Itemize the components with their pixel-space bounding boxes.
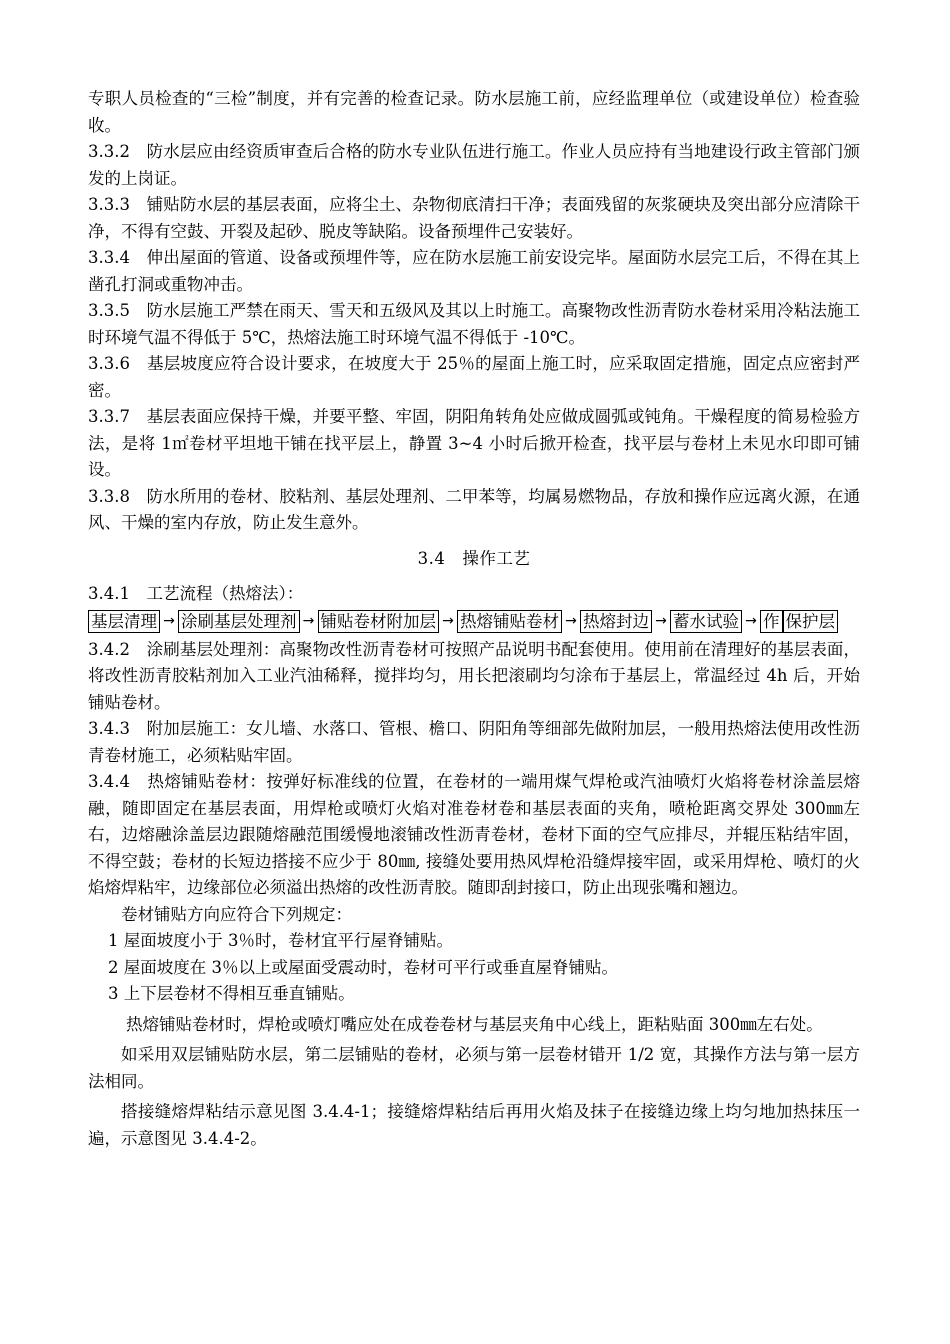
flow-step-additional-layer: 铺贴卷材附加层	[318, 610, 440, 633]
paragraph-text: 基层表面应保持干燥，并要平整、牢固，阴阳角转角处应做成圆弧或钝角。干燥程度的简易检验方法，是将 1㎡卷材平坦地干铺在找平层上，静置 3~4 小时后掀开检查，找平层与卷材上未见水印即可铺设。	[88, 407, 861, 479]
document-body	[88, 86, 860, 1152]
process-flow	[88, 609, 860, 634]
paragraph-3-3-3	[88, 192, 860, 245]
section-number: 3.3.8	[88, 486, 130, 506]
section-number: 3.3.3	[88, 195, 130, 214]
paragraph-3-4-3	[88, 716, 860, 769]
section-number: 3.3.2	[88, 142, 130, 161]
paragraph-3-3-6	[88, 351, 860, 404]
arrow-right-icon: →	[302, 613, 315, 629]
direction-rule-2: 2 屋面坡度在 3％以上或屋面受震动时，卷材可平行或垂直屋脊铺贴。	[108, 957, 618, 977]
section-number: 3.3.5	[88, 301, 130, 320]
paragraph-3-4-4	[88, 769, 860, 902]
flow-step-primer: 涂刷基层处理剂	[178, 610, 300, 633]
paragraph-3-4-2	[88, 637, 860, 717]
section-heading: 3.4 操作工艺	[417, 548, 531, 568]
paragraph-3-4-1	[88, 581, 860, 608]
arrow-right-icon: →	[565, 613, 577, 629]
arrow-right-icon: →	[745, 613, 757, 629]
paragraph-text: 基层坡度应符合设计要求，在坡度大于 25％的屋面上施工时，应采取固定措施，固定点应密封严密。	[88, 354, 861, 400]
paragraph-3-3-8	[88, 484, 860, 537]
paragraph-text: 涂刷基层处理剂：高聚物改性沥青卷材可按照产品说明书配套使用。使用前在清理好的基层表面，将改性沥青胶粘剂加入工业汽油稀释，搅拌均匀，用长把滚刷均匀涂布于基层上，常温经过 4h 后，开始铺贴卷材。	[88, 639, 861, 712]
paragraph-text: 热熔铺贴卷材：按弹好标准线的位置，在卷材的一端用煤气焊枪或汽油喷灯火焰将卷材涂盖层熔融，随即固定在基层表面，用焊枪或喷灯火焰对准卷材卷和基层表面的夹角，喷枪距离交界处 300㎜左右，边熔融涂盖层边跟随熔融范围缓慢地滚铺改性沥青卷材，卷材下面的空气应排尽，并辊压粘结牢固，不得空鼓；卷材的长短边搭接不应少于 80㎜, 接缝处要用热风焊枪沿缝焊接牢固，或采用焊枪、喷灯的火焰熔焊粘牢，边缘部位必须溢出热熔的改性沥青胶。随即刮封接口，防止出现张嘴和翘边。	[88, 772, 861, 897]
paragraph-double-layer: 如采用双层铺贴防水层，第二层铺贴的卷材，必须与第一层卷材错开 1/2 宽，其操作方法与第一层方法相同。	[88, 1045, 860, 1091]
paragraph-text: 防水层施工严禁在雨天、雪天和五级风及其以上时施工。高聚物改性沥青防水卷材采用冷粘法施工时环境气温不得低于 5℃，热熔法施工时环境气温不得低于 -10℃。	[88, 301, 861, 347]
paragraph-text: 工艺流程（热熔法）：	[146, 584, 304, 603]
paragraph-text: 伸出屋面的管道、设备或预埋件等，应在防水层施工前安设完毕。屋面防水层完工后，不得在其上凿孔打洞或重物冲击。	[88, 248, 861, 294]
paragraph-3-3-5	[88, 298, 860, 351]
flow-step-make: 作	[760, 610, 783, 633]
paragraph-3-3-7	[88, 404, 860, 484]
section-number: 3.4.2	[88, 639, 130, 659]
section-number: 3.4.4	[88, 772, 130, 791]
direction-intro: 卷材铺贴方向应符合下列规定：	[121, 904, 352, 924]
flow-step-edge-sealing: 热熔封边	[580, 610, 652, 633]
paragraph-text: 防水层应由经资质审查后合格的防水专业队伍进行施工。作业人员应持有当地建设行政主管部门颁发的上岗证。	[88, 142, 861, 188]
paragraph-3-3-4	[88, 245, 860, 298]
section-number: 3.4.3	[88, 719, 130, 738]
arrow-right-icon: →	[655, 613, 667, 629]
section-number: 3.3.6	[88, 354, 130, 373]
arrow-right-icon: →	[442, 613, 454, 629]
paragraph-torch-position: 热熔铺贴卷材时，焊枪或喷灯嘴应处在成卷卷材与基层夹角中心线上，距粘贴面 300㎜左右处。	[126, 1014, 823, 1034]
section-number: 3.3.4	[88, 248, 130, 267]
paragraph-intro: 专职人员检查的“三检”制度，并有完善的检查记录。防水层施工前，应经监理单位（或建设单位）检查验收。	[88, 89, 860, 135]
paragraph-text: 铺贴防水层的基层表面，应将尘土、杂物彻底清扫干净；表面残留的灰浆硬块及突出部分应清除干净，不得有空鼓、开裂及起砂、脱皮等缺陷。设备预埋件己安装好。	[88, 195, 861, 241]
arrow-right-icon: →	[163, 613, 175, 629]
paragraph-3-3-2	[88, 139, 860, 192]
paragraph-text: 防水所用的卷材、胶粘剂、基层处理剂、二甲苯等，均属易燃物品，存放和操作应远离火源，在通风、干燥的室内存放，防止发生意外。	[88, 486, 861, 532]
flow-step-protective-layer: 保护层	[783, 610, 839, 633]
direction-rule-1: 1 屋面坡度小于 3％时，卷材宜平行屋脊铺贴。	[108, 931, 453, 950]
direction-rule-3: 3 上下层卷材不得相互垂直铺贴。	[108, 984, 355, 1003]
paragraph-text: 附加层施工：女儿墙、水落口、管根、檐口、阴阳角等细部先做附加层，一般用热熔法使用改性沥青卷材施工，必须粘贴牢固。	[88, 719, 861, 765]
flow-step-water-test: 蓄水试验	[670, 610, 742, 633]
paragraph-seam-welding: 搭接缝熔焊粘结示意见图 3.4.4-1；接缝熔焊粘结后再用火焰及抹子在接缝边缘上均匀地加热抹压一遍，示意图见 3.4.4-2。	[88, 1102, 860, 1148]
section-number: 3.3.7	[88, 407, 130, 426]
flow-step-base-cleaning: 基层清理	[88, 610, 160, 633]
section-number: 3.4.1	[88, 584, 130, 603]
flow-step-hot-melt-laying: 热熔铺贴卷材	[457, 610, 562, 633]
